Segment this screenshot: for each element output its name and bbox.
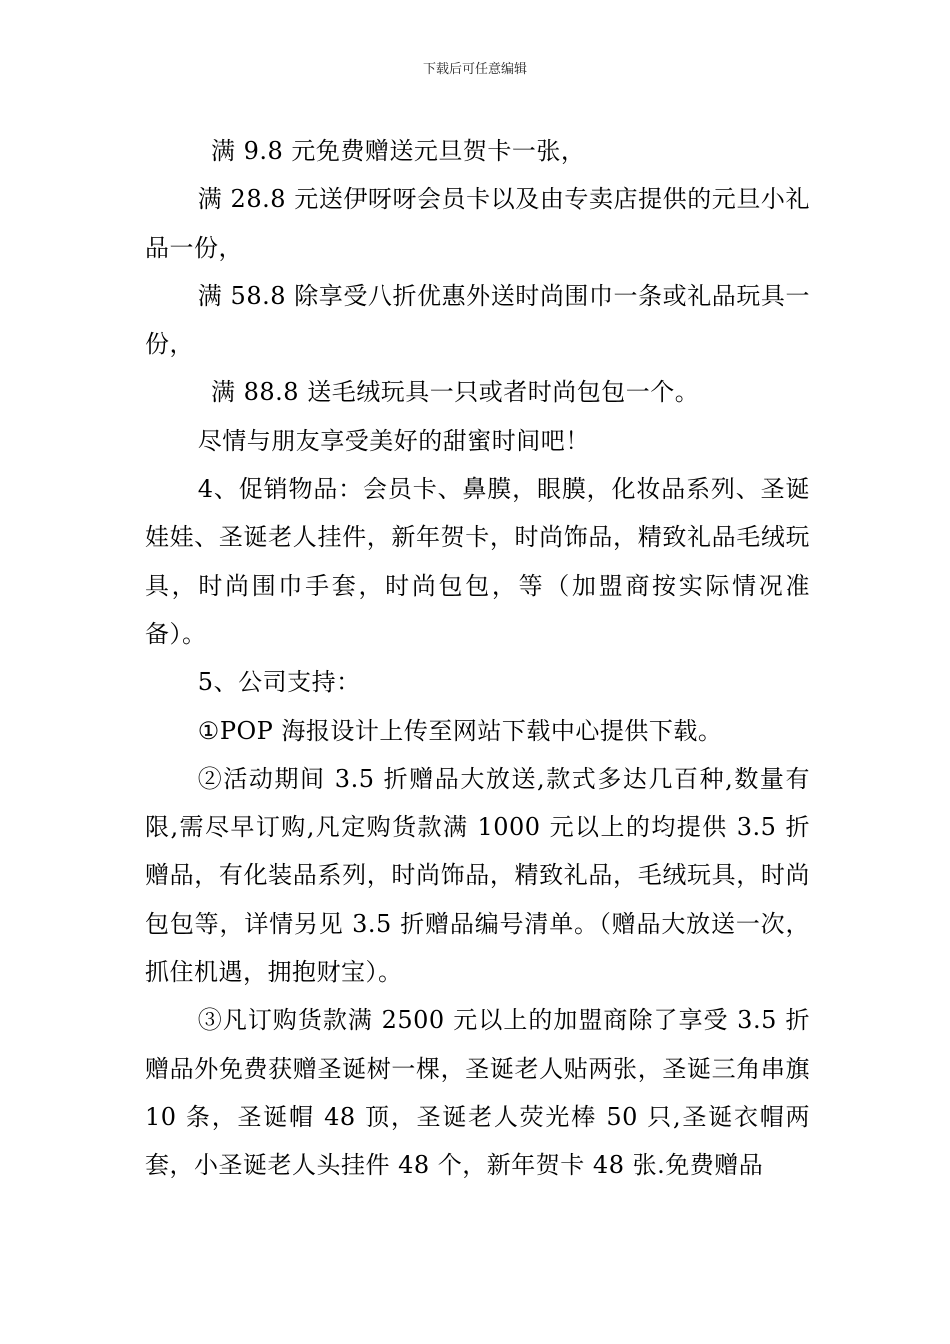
paragraph-company-support: 5、公司支持： [197,668,361,697]
paragraph-support-3: ③凡订购货款满 2500 元以上的加盟商除了享受 3.5 折赠品外免费获赠圣诞树一棵，圣诞老人贴两张，圣诞三角串旗 10 条，圣诞帽 48 顶，圣诞老人荧光棒 50 只,圣诞衣帽两套，小圣诞老人头挂件 48 个，新年贺卡 48 张.免费赠品 [145,1006,810,1180]
paragraph-offer-88-8: 满 88.8 送毛绒玩具一只或者时尚包包一个。 [211,378,700,407]
paragraph-promo-items: 4、促销物品：会员卡、鼻膜，眼膜，化妆品系列、圣诞娃娃、圣诞老人挂件，新年贺卡，时尚饰品，精致礼品毛绒玩具，时尚围巾手套，时尚包包，等（加盟商按实际情况准备）。 [145,475,810,648]
paragraph-support-1: ①POP 海报设计上传至网站下载中心提供下载。 [197,716,723,745]
paragraph-offer-58-8: 满 58.8 除享受八折优惠外送时尚围巾一条或礼品玩具一份， [145,281,810,359]
document-body [145,127,810,1190]
page-header: 下载后可任意编辑 [422,62,527,77]
paragraph-offer-9-8: 满 9.8 元免费赠送元旦贺卡一张， [211,137,586,165]
paragraph-offer-28-8: 满 28.8 元送伊呀呀会员卡以及由专卖店提供的元旦小礼品一份， [145,185,810,262]
paragraph-enjoy: 尽情与朋友享受美好的甜蜜时间吧！ [197,426,590,455]
paragraph-support-2: ②活动期间 3.5 折赠品大放送,款式多达几百种,数量有限,需尽早订购,凡定购货款满 1000 元以上的均提供 3.5 折赠品，有化装品系列，时尚饰品，精致礼品，毛绒玩具，时尚包包等，详情另见 3.5 折赠品编号清单。（赠品大放送一次，抓住机遇，拥抱财宝）。 [145,764,810,987]
